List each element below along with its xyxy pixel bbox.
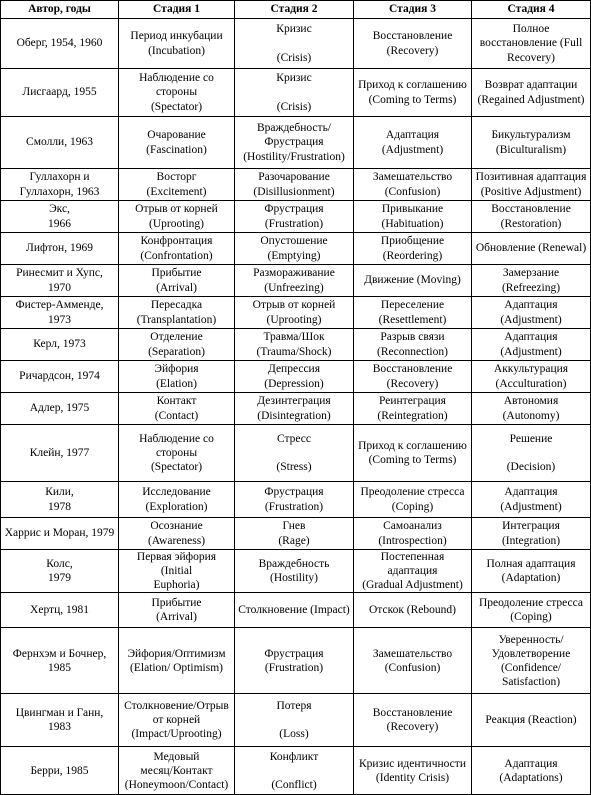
cell-text: Замешательство (Confusion) — [372, 171, 453, 198]
cell-text: Адаптация (Adjustment) — [381, 129, 444, 156]
stage-3-cell — [354, 747, 472, 795]
stage-1-cell — [119, 482, 235, 518]
cell-text: Отрыв от корней (Uprooting) — [252, 299, 336, 326]
stage-2-cell — [235, 297, 354, 329]
cell-text: Адаптация (Adaptations) — [499, 757, 563, 784]
cell-text: Реинтеграция (Reintegration) — [377, 395, 448, 422]
stage-2-cell — [235, 628, 354, 694]
author-cell — [1, 593, 119, 628]
cell-text: Враждебность (Hostility) — [258, 558, 330, 585]
cell-text: Восстановление (Recovery) — [372, 363, 453, 390]
stage-3-cell — [354, 265, 472, 297]
author-cell — [1, 169, 119, 201]
stage-1-cell — [119, 169, 235, 201]
cell-text: Фрустрация (Frustration) — [264, 203, 324, 230]
cell-text: Адаптация (Adjustment) — [500, 331, 562, 358]
cell-text: Обновление (Renewal) — [475, 242, 587, 255]
table-row — [1, 169, 591, 201]
cell-text: Приход к соглашению (Coming to Terms) — [358, 79, 467, 106]
stage-4-cell — [472, 628, 591, 694]
cell-text: Аккультурация (Acculturation) — [493, 363, 569, 390]
stage-2-cell — [235, 694, 354, 747]
stage-3-cell — [354, 550, 472, 593]
table-row — [1, 69, 591, 117]
cell-text: Адлер, 1975 — [29, 402, 90, 415]
author-cell — [1, 329, 119, 361]
stage-1-cell — [119, 593, 235, 628]
cell-text: Решение (Decision) — [506, 432, 556, 473]
header-row — [1, 1, 591, 19]
cell-text: Конфликт (Conflict) — [269, 750, 319, 791]
cell-text: Замерзание (Refreezing) — [501, 267, 561, 294]
table-row — [1, 265, 591, 297]
header-stage-2: Стадия 2 — [235, 1, 354, 19]
stage-2-cell — [235, 69, 354, 117]
stage-4-cell — [472, 265, 591, 297]
table-row — [1, 628, 591, 694]
stage-1-cell — [119, 233, 235, 265]
cell-text: Полное восстановление (Full Recovery) — [479, 23, 583, 64]
cell-text: Восстановление (Restoration) — [491, 203, 571, 230]
cell-text: Гнев (Rage) — [278, 520, 310, 547]
stage-3-cell — [354, 593, 472, 628]
table-row — [1, 233, 591, 265]
author-cell — [1, 747, 119, 795]
stage-1-cell — [119, 69, 235, 117]
stage-1-cell — [119, 393, 235, 425]
cell-text: Эйфория (Elation) — [154, 363, 199, 390]
cell-text: Адаптация (Adjustment) — [500, 486, 562, 513]
table-body — [1, 19, 591, 795]
stage-3-cell — [354, 361, 472, 393]
stage-4-cell — [472, 69, 591, 117]
author-cell — [1, 482, 119, 518]
header-stage-1: Стадия 1 — [119, 1, 235, 19]
table-row — [1, 361, 591, 393]
cell-text: Контакт (Contact) — [154, 395, 199, 422]
stage-1-cell — [119, 425, 235, 482]
cell-text: Движение (Moving) — [364, 274, 461, 287]
cell-text: Позитивная адаптация (Positive Adjustment) — [475, 171, 587, 198]
stage-4-cell — [472, 117, 591, 169]
cell-text: Столкновение/Отрыв от корней (Impact/Uprooting) — [124, 700, 229, 741]
cell-text: Кризис (Crisis) — [276, 23, 312, 64]
stage-3-cell — [354, 694, 472, 747]
stage-2-cell — [235, 593, 354, 628]
cell-text: Постепенная адаптация (Gradual Adjustment) — [362, 551, 463, 592]
cell-text: Разрыв связи (Reconnection) — [377, 331, 448, 358]
cell-text: Приход к соглашению (Coming to Terms) — [358, 439, 467, 466]
cell-text: Колс, 1979 — [46, 558, 73, 585]
cell-text: Интеграция (Integration) — [501, 520, 561, 547]
stage-4-cell — [472, 593, 591, 628]
stage-1-cell — [119, 550, 235, 593]
stage-2-cell — [235, 747, 354, 795]
cell-text: Исследование (Exploration) — [142, 486, 211, 513]
table-row — [1, 19, 591, 69]
cell-text: Травма/Шок (Trauma/Shock) — [256, 331, 332, 358]
stage-1-cell — [119, 747, 235, 795]
cell-text: Лисгаард, 1955 — [22, 86, 97, 99]
cell-text: Фрустрация (Frustration) — [264, 486, 324, 513]
stage-1-cell — [119, 297, 235, 329]
stage-1-cell — [119, 329, 235, 361]
cell-text: Пересадка (Transplantation) — [136, 299, 217, 326]
cell-text: Берри, 1985 — [30, 764, 89, 777]
cell-text: Фрустрация (Frustration) — [264, 647, 324, 674]
table-row — [1, 482, 591, 518]
cell-text: Осознание (Awareness) — [147, 520, 206, 547]
stage-4-cell — [472, 425, 591, 482]
stage-3-cell — [354, 169, 472, 201]
stage-3-cell — [354, 393, 472, 425]
stage-4-cell — [472, 201, 591, 233]
cell-text: Преодоление стресса (Coping) — [360, 486, 465, 513]
stage-4-cell — [472, 233, 591, 265]
stage-1-cell — [119, 117, 235, 169]
cell-text: Фистер-Амменде, 1973 — [15, 299, 104, 326]
table-row — [1, 117, 591, 169]
stage-2-cell — [235, 201, 354, 233]
cell-text: Прибытие (Arrival) — [151, 267, 202, 294]
author-cell — [1, 201, 119, 233]
cell-text: Наблюдение со стороны (Spectator) — [139, 432, 214, 473]
cell-text: Кризис (Crisis) — [276, 72, 312, 113]
cell-text: Приобщение (Reordering) — [380, 235, 445, 262]
author-cell — [1, 19, 119, 69]
stage-1-cell — [119, 518, 235, 550]
stage-2-cell — [235, 518, 354, 550]
author-cell — [1, 117, 119, 169]
stage-3-cell — [354, 201, 472, 233]
cell-text: Кризис идентичности (Identity Crisis) — [359, 757, 466, 784]
stage-2-cell — [235, 393, 354, 425]
cell-text: Восторг (Excitement) — [146, 171, 207, 198]
table-row — [1, 747, 591, 795]
cell-text: Привыкание (Habituation) — [381, 203, 444, 230]
table-row — [1, 593, 591, 628]
header-author: Автор, годы — [1, 1, 119, 19]
stage-1-cell — [119, 361, 235, 393]
stage-4-cell — [472, 361, 591, 393]
stage-2-cell — [235, 19, 354, 69]
stage-2-cell — [235, 265, 354, 297]
table-row — [1, 329, 591, 361]
cell-text: Возврат адаптации (Regained Adjustment) — [477, 79, 585, 106]
stage-3-cell — [354, 69, 472, 117]
author-cell — [1, 233, 119, 265]
cell-text: Керл, 1973 — [33, 338, 86, 351]
stage-2-cell — [235, 482, 354, 518]
cell-text: Эйфория/Оптимизм (Elation/ Optimism) — [127, 647, 226, 674]
stage-2-cell — [235, 361, 354, 393]
stage-3-cell — [354, 425, 472, 482]
header-stage-3: Стадия 3 — [354, 1, 472, 19]
table-row — [1, 297, 591, 329]
table-row — [1, 694, 591, 747]
author-cell — [1, 550, 119, 593]
cell-text: Прибытие (Arrival) — [151, 597, 202, 624]
author-cell — [1, 265, 119, 297]
cell-text: Дезинтеграция (Disintegration) — [257, 395, 331, 422]
stage-1-cell — [119, 19, 235, 69]
author-cell — [1, 69, 119, 117]
stage-1-cell — [119, 201, 235, 233]
cell-text: Период инкубации (Incubation) — [130, 30, 223, 57]
cell-text: Потеря (Loss) — [276, 700, 312, 741]
stage-3-cell — [354, 329, 472, 361]
cell-text: Восстановление (Recovery) — [372, 707, 453, 734]
stage-4-cell — [472, 393, 591, 425]
cell-text: Опустошение (Emptying) — [260, 235, 328, 262]
stage-3-cell — [354, 482, 472, 518]
cell-text: Столкновение (Impact) — [238, 604, 350, 617]
table-row — [1, 393, 591, 425]
cell-text: Отскок (Rebound) — [369, 604, 456, 617]
stage-4-cell — [472, 747, 591, 795]
header-stage-4: Стадия 4 — [472, 1, 591, 19]
stage-4-cell — [472, 518, 591, 550]
cell-text: Фернхэм и Бочнер, 1985 — [12, 647, 107, 674]
stage-4-cell — [472, 169, 591, 201]
cell-text: Бикультурализм (Biculturalism) — [491, 129, 571, 156]
cell-text: Разочарование (Disillusionment) — [253, 171, 335, 198]
cell-text: Уверенность/ Удовлетворение (Confidence/ Satisfaction) — [491, 633, 571, 688]
cell-text: Кили, 1978 — [45, 486, 74, 513]
author-cell — [1, 628, 119, 694]
cell-text: Клейн, 1977 — [29, 446, 90, 459]
cell-text: Переселение (Resettlement) — [378, 299, 447, 326]
cell-text: Первая эйфория (Initial Euphoria) — [136, 551, 217, 592]
stage-3-cell — [354, 233, 472, 265]
cell-text: Адаптация (Adjustment) — [500, 299, 562, 326]
table-row — [1, 518, 591, 550]
cell-text: Восстановление (Recovery) — [372, 30, 453, 57]
stage-1-cell — [119, 628, 235, 694]
stage-2-cell — [235, 329, 354, 361]
cell-text: Реакция (Reaction) — [485, 714, 577, 727]
stage-3-cell — [354, 518, 472, 550]
cell-text: Самоанализ (Introspection) — [378, 520, 447, 547]
cell-text: Отделение (Separation) — [148, 331, 205, 358]
stage-1-cell — [119, 265, 235, 297]
cell-text: Харрис и Моран, 1979 — [4, 527, 115, 540]
cell-text: Депрессия (Depression) — [264, 363, 324, 390]
table-row — [1, 201, 591, 233]
stage-2-cell — [235, 117, 354, 169]
author-cell — [1, 297, 119, 329]
cell-text: Ричардсон, 1974 — [19, 370, 100, 383]
stage-1-cell — [119, 694, 235, 747]
stage-4-cell — [472, 19, 591, 69]
table-row — [1, 550, 591, 593]
cell-text: Враждебность/ Фрустрация (Hostility/Frustration) — [243, 122, 345, 163]
author-cell — [1, 694, 119, 747]
author-cell — [1, 393, 119, 425]
cell-text: Преодоление стресса (Coping) — [478, 597, 584, 624]
stage-4-cell — [472, 329, 591, 361]
cell-text: Полная адаптация (Adaptation) — [486, 558, 576, 585]
stage-2-cell — [235, 425, 354, 482]
cell-text: Ринесмит и Хупс, 1970 — [16, 267, 103, 294]
stage-2-cell — [235, 550, 354, 593]
author-cell — [1, 425, 119, 482]
cell-text: Очарование (Fascination) — [146, 129, 207, 156]
cell-text: Размораживание (Unfreezing) — [253, 267, 335, 294]
stage-3-cell — [354, 628, 472, 694]
cell-text: Медовый месяц/Контакт (Honeymoon/Contact) — [124, 750, 229, 791]
cell-text: Отрыв от корней (Uprooting) — [135, 203, 218, 230]
author-cell — [1, 361, 119, 393]
cell-text: Оберг, 1954, 1960 — [16, 37, 103, 50]
stage-3-cell — [354, 297, 472, 329]
stage-4-cell — [472, 482, 591, 518]
cell-text: Хертц, 1981 — [30, 604, 89, 617]
author-cell — [1, 518, 119, 550]
stage-2-cell — [235, 169, 354, 201]
cell-text: Конфронтация (Confrontation) — [140, 235, 213, 262]
stage-4-cell — [472, 694, 591, 747]
cell-text: Экс, 1966 — [48, 203, 71, 230]
cell-text: Наблюдение со стороны (Spectator) — [139, 72, 214, 113]
stage-3-cell — [354, 117, 472, 169]
cell-text: Лифтон, 1969 — [26, 242, 93, 255]
cell-text: Стресс (Stress) — [276, 432, 312, 473]
stage-3-cell — [354, 19, 472, 69]
cell-text: Смолли, 1963 — [26, 136, 93, 149]
cell-text: Гуллахорн и Гуллахорн, 1963 — [19, 171, 100, 198]
stage-4-cell — [472, 297, 591, 329]
stage-2-cell — [235, 233, 354, 265]
stage-4-cell — [472, 550, 591, 593]
cell-text: Автономия (Autonomy) — [502, 395, 560, 422]
table-row — [1, 425, 591, 482]
cell-text: Цвингман и Ганн, 1983 — [15, 707, 104, 734]
cell-text: Замешательство (Confusion) — [372, 647, 453, 674]
